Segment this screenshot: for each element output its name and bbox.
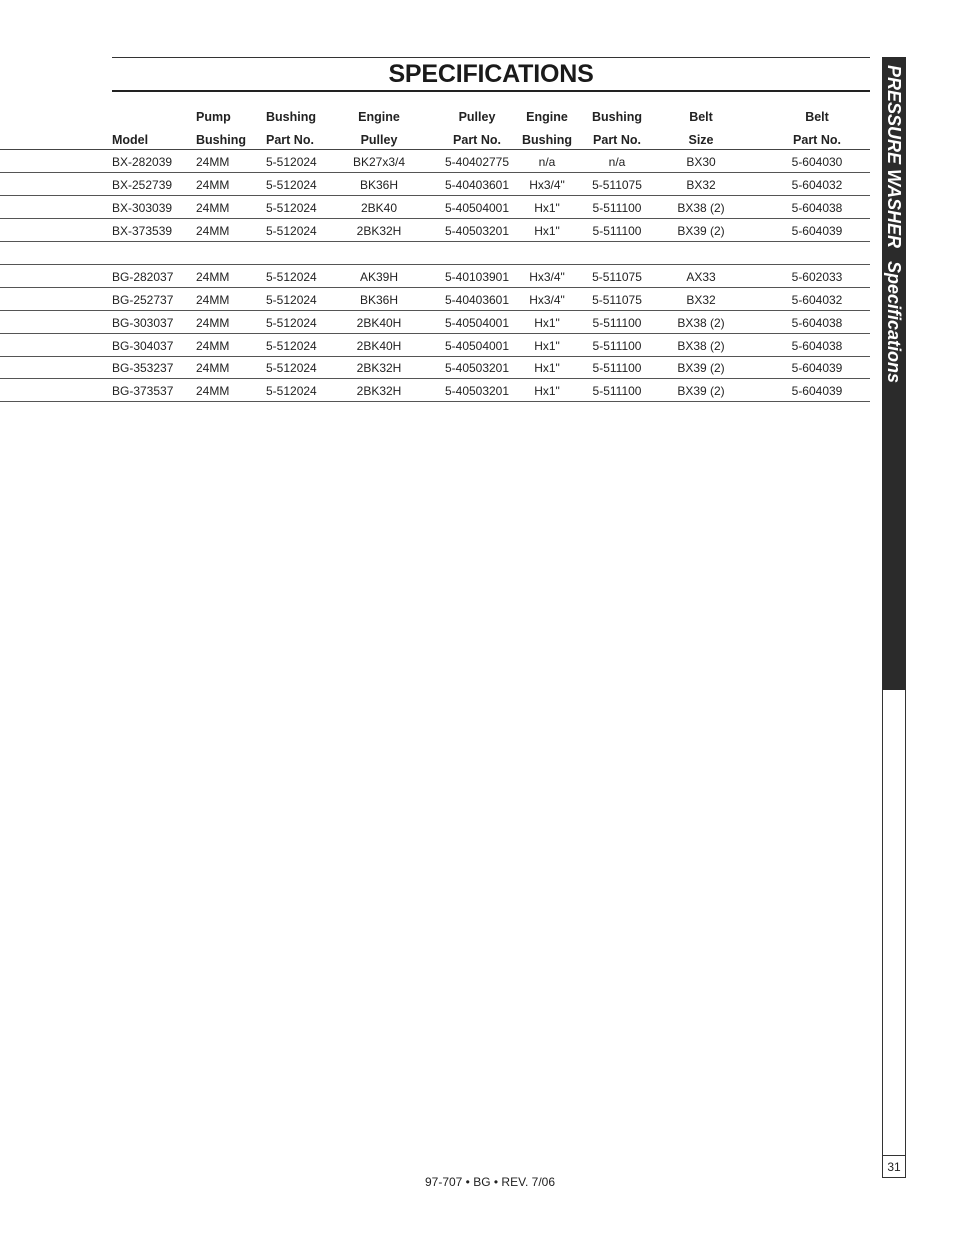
cell-pump-bushing: 24MM [196,270,230,284]
cell-bushing-part: 5-512024 [266,384,317,398]
header-pump-line2: Bushing [196,133,246,147]
cell-pulley-part: 5-40504001 [444,201,510,215]
cell-engine-bushing: Hx3/4" [529,178,565,192]
header-bushing-part2-line2: Part No. [593,133,641,147]
row-rule [0,401,870,402]
cell-engine-bushing: Hx1" [534,384,560,398]
cell-model: BG-373537 [112,384,174,398]
header-belt-part-line1: Belt [805,110,829,124]
cell-bushing-part2: 5-511075 [592,270,642,284]
header-bushing-part2-line1: Bushing [592,110,642,124]
table-row [0,173,870,196]
cell-engine-pulley: BK27x3/4 [352,155,406,169]
table-row [0,150,870,173]
cell-belt-size: BX38 (2) [677,201,725,215]
cell-pulley-part: 5-40504001 [444,316,510,330]
cell-pulley-part: 5-40403601 [444,178,510,192]
header-engine-bushing-line1: Engine [526,110,568,124]
cell-pump-bushing: 24MM [196,178,230,192]
cell-model: BG-304037 [112,339,174,353]
side-tab-section: Specifications [884,261,904,384]
cell-pulley-part: 5-40503201 [444,384,510,398]
table-row-spacer [0,242,870,265]
cell-pulley-part: 5-40403601 [444,293,510,307]
header-engine-bushing-line2: Bushing [522,133,572,147]
cell-belt-size: AX33 [686,270,716,284]
cell-engine-pulley: 2BK40H [356,316,402,330]
header-bushing-part-line1: Bushing [266,110,316,124]
cell-belt-size: BX39 (2) [677,384,725,398]
cell-pump-bushing: 24MM [196,293,230,307]
cell-engine-pulley: 2BK32H [356,361,402,375]
cell-bushing-part: 5-512024 [266,201,317,215]
cell-engine-bushing: Hx1" [534,201,560,215]
cell-bushing-part: 5-512024 [266,224,317,238]
cell-belt-size: BX32 [686,293,716,307]
page-title: SPECIFICATIONS [388,60,594,88]
cell-belt-part: 5-602033 [791,270,843,284]
cell-bushing-part2: n/a [608,155,626,169]
cell-engine-bushing: n/a [538,155,556,169]
cell-bushing-part: 5-512024 [266,270,317,284]
cell-belt-size: BX32 [686,178,716,192]
cell-bushing-part2: 5-511075 [592,293,642,307]
cell-model: BX-282039 [112,155,173,169]
cell-belt-size: BX38 (2) [677,339,725,353]
cell-bushing-part2: 5-511100 [592,201,642,215]
cell-belt-size: BX38 (2) [677,316,725,330]
table-row [0,356,870,379]
cell-pulley-part: 5-40402775 [444,155,510,169]
cell-engine-pulley: 2BK40H [356,339,402,353]
header-belt-size-line1: Belt [689,110,713,124]
cell-belt-part: 5-604039 [791,384,843,398]
cell-model: BX-252739 [112,178,173,192]
cell-engine-pulley: BK36H [359,293,399,307]
cell-engine-bushing: Hx1" [534,361,560,375]
table-row [0,311,870,334]
cell-pump-bushing: 24MM [196,384,230,398]
cell-bushing-part: 5-512024 [266,293,317,307]
cell-bushing-part2: 5-511100 [592,339,642,353]
cell-bushing-part2: 5-511100 [592,361,642,375]
title-rule [112,90,870,92]
header-engine-pulley-line2: Pulley [360,133,398,147]
cell-belt-part: 5-604030 [791,155,843,169]
cell-pump-bushing: 24MM [196,339,230,353]
cell-pump-bushing: 24MM [196,361,230,375]
cell-belt-part: 5-604038 [791,316,843,330]
side-tab [882,57,906,690]
cell-belt-part: 5-604039 [791,361,843,375]
cell-engine-bushing: Hx3/4" [529,270,565,284]
cell-bushing-part: 5-512024 [266,339,317,353]
header-belt-size-line2: Size [688,133,714,147]
cell-belt-part: 5-604032 [791,178,843,192]
cell-belt-part: 5-604038 [791,201,843,215]
table-row [0,265,870,288]
cell-model: BG-252737 [112,293,174,307]
table-row [0,196,870,219]
side-frame [882,690,906,1178]
top-rule [112,57,870,58]
cell-engine-bushing: Hx1" [534,339,560,353]
header-bushing-part-line2: Part No. [266,133,314,147]
cell-model: BG-353237 [112,361,174,375]
table-row [0,288,870,311]
cell-engine-pulley: 2BK32H [356,224,402,238]
cell-model: BX-373539 [112,224,173,238]
cell-belt-part: 5-604032 [791,293,843,307]
header-belt-part-line2: Part No. [793,133,841,147]
header-pump-line1: Pump [196,110,231,124]
cell-bushing-part: 5-512024 [266,155,317,169]
cell-pump-bushing: 24MM [196,316,230,330]
cell-engine-pulley: BK36H [359,178,399,192]
cell-bushing-part2: 5-511100 [592,224,642,238]
table-row [0,219,870,242]
cell-bushing-part2: 5-511100 [592,316,642,330]
cell-bushing-part2: 5-511100 [592,384,642,398]
cell-belt-part: 5-604038 [791,339,843,353]
cell-pump-bushing: 24MM [196,201,230,215]
cell-bushing-part2: 5-511075 [592,178,642,192]
cell-engine-pulley: 2BK40 [360,201,398,215]
cell-engine-pulley: AK39H [359,270,399,284]
header-model: Model [112,133,149,147]
cell-model: BG-282037 [112,270,174,284]
cell-bushing-part: 5-512024 [266,361,317,375]
cell-engine-pulley: 2BK32H [356,384,402,398]
cell-engine-bushing: Hx3/4" [529,293,565,307]
cell-model: BG-303037 [112,316,174,330]
header-pulley-part-line2: Part No. [453,133,501,147]
cell-pump-bushing: 24MM [196,155,230,169]
header-engine-pulley-line1: Engine [358,110,400,124]
footer-doc-id: 97-707 • BG • REV. 7/06 [424,1175,556,1189]
page-number: 31 [882,1155,906,1178]
cell-pulley-part: 5-40504001 [444,339,510,353]
table-row [0,379,870,402]
cell-engine-bushing: Hx1" [534,316,560,330]
cell-bushing-part: 5-512024 [266,316,317,330]
cell-pulley-part: 5-40103901 [444,270,510,284]
cell-bushing-part: 5-512024 [266,178,317,192]
cell-pulley-part: 5-40503201 [444,224,510,238]
cell-pump-bushing: 24MM [196,224,230,238]
cell-belt-size: BX30 [686,155,716,169]
header-pulley-part-line1: Pulley [458,110,496,124]
cell-model: BX-303039 [112,201,173,215]
cell-pulley-part: 5-40503201 [444,361,510,375]
side-tab-text [884,65,904,383]
cell-belt-part: 5-604039 [791,224,843,238]
table-row [0,334,870,357]
cell-belt-size: BX39 (2) [677,361,725,375]
cell-belt-size: BX39 (2) [677,224,725,238]
side-tab-brand: PRESSURE WASHER [884,65,904,249]
cell-engine-bushing: Hx1" [534,224,560,238]
